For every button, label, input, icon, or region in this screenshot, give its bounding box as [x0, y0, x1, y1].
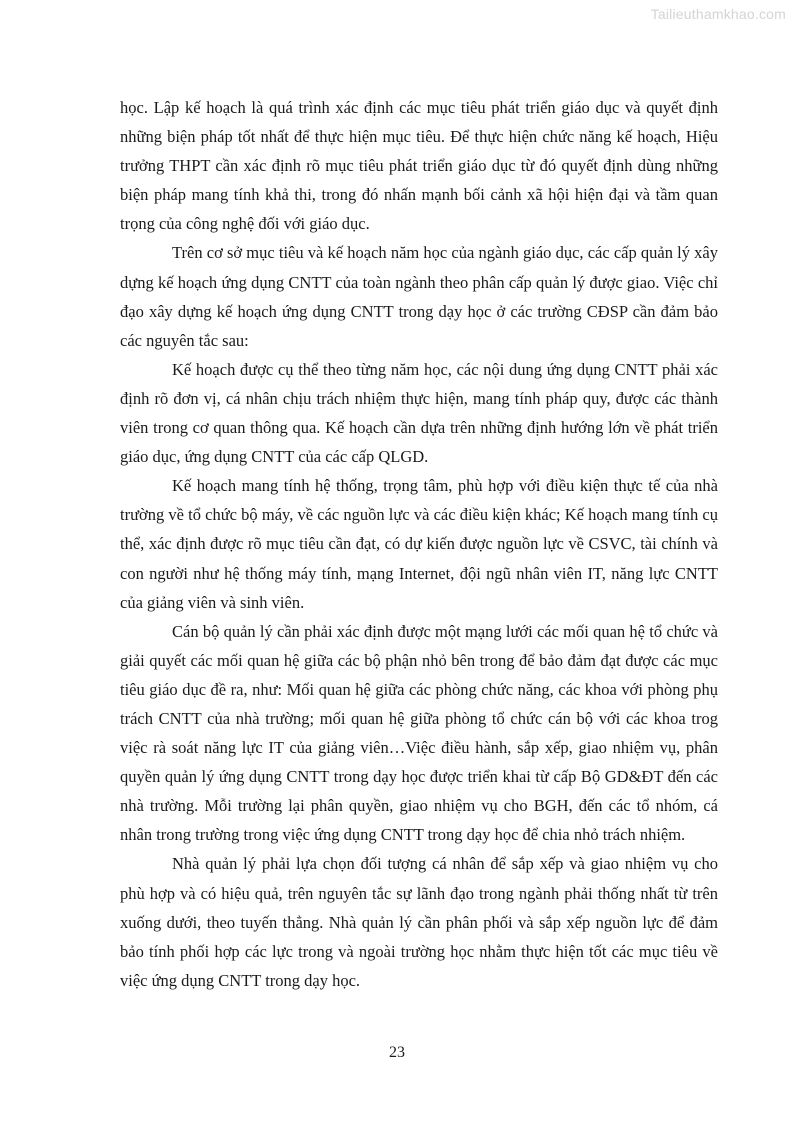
paragraph-staff-assignment: Nhà quản lý phải lựa chọn đối tượng cá nhân để sắp xếp và giao nhiệm vụ cho phù hợp và có hiệu quả, trên nguyên tắc sự lãnh đạo trong ngành phải thống nhất từ trên xuống dưới, theo tuyến thẳng. Nhà quản lý cần phân phối và sắp xếp nguồn lực để đảm bảo tính phối hợp các lực trong và ngoài trường học nhằm thực hiện tốt các mục tiêu về việc ứng dụng CNTT trong dạy học.	[120, 854, 718, 990]
paragraph-continued-planning: học. Lập kế hoạch là quá trình xác định các mục tiêu phát triển giáo dục và quyết định những biện pháp tốt nhất để thực hiện mục tiêu. Để thực hiện chức năng kế hoạch, Hiệu trưởng THPT cần xác định rõ mục tiêu phát triển giáo dục từ đó quyết định dùng những biện pháp mang tính khả thi, trong đó nhấn mạnh bối cảnh xã hội hiện đại và tầm quan trọng của công nghệ đối với giáo dục.	[120, 98, 718, 234]
document-body	[120, 93, 718, 995]
paragraph-plan-systematic: Kế hoạch mang tính hệ thống, trọng tâm, phù hợp với điều kiện thực tế của nhà trường về tổ chức bộ máy, về các nguồn lực và các điều kiện khác; Kế hoạch mang tính cụ thể, xác định được rõ mục tiêu cần đạt, có dự kiến được nguồn lực về CSVC, tài chính và con người như hệ thống máy tính, mạng Internet, đội ngũ nhân viên IT, năng lực CNTT của giảng viên và sinh viên.	[120, 476, 718, 612]
paragraph-planning-basis: Trên cơ sở mục tiêu và kế hoạch năm học của ngành giáo dục, các cấp quản lý xây dựng kế hoạch ứng dụng CNTT của toàn ngành theo phân cấp quản lý được giao. Việc chỉ đạo xây dựng kế hoạch ứng dụng CNTT trong dạy học ở các trường CĐSP cần đảm bảo các nguyên tắc sau:	[120, 243, 718, 350]
paragraph-organizational-network: Cán bộ quản lý cần phải xác định được một mạng lưới các mối quan hệ tổ chức và giải quyết các mối quan hệ giữa các bộ phận nhỏ bên trong để bảo đảm đạt được các mục tiêu giáo dục đề ra, như: Mối quan hệ giữa các phòng chức năng, các khoa với phòng phụ trách CNTT của nhà trường; mối quan hệ giữa phòng tổ chức cán bộ với các khoa trog việc rà soát năng lực IT của giảng viên…Việc điều hành, sắp xếp, giao nhiệm vụ, phân quyền quản lý ứng dụng CNTT trong dạy học được triển khai từ cấp Bộ GD&ĐT đến các nhà trường. Mỗi trường lại phân quyền, giao nhiệm vụ cho BGH, đến các tổ nhóm, cá nhân trong trường trong việc ứng dụng CNTT trong dạy học để chia nhỏ trách nhiệm.	[120, 621, 718, 845]
paragraph-plan-by-year: Kế hoạch được cụ thể theo từng năm học, các nội dung ứng dụng CNTT phải xác định rõ đơn vị, cá nhân chịu trách nhiệm thực hiện, mang tính pháp quy, được các thành viên trong cơ quan thông qua. Kế hoạch cần dựa trên những định hướng lớn về phát triển giáo dục, ứng dụng CNTT của các cấp QLGD.	[120, 359, 718, 467]
watermark-text: Tailieuthamkhao.com	[650, 6, 786, 22]
page-number: 23	[389, 1044, 405, 1061]
